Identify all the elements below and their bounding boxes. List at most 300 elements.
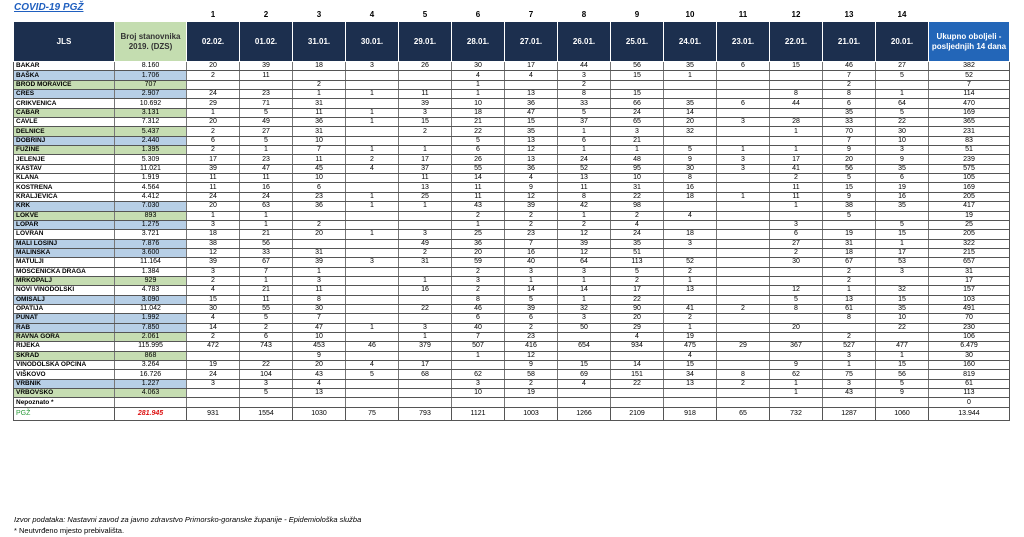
- case-count-cell: 19: [505, 389, 558, 398]
- case-count-cell: 19: [823, 230, 876, 239]
- case-count-cell: 5: [876, 71, 929, 80]
- case-count-cell: [346, 389, 399, 398]
- total-cell: 417: [929, 202, 1010, 211]
- case-count-cell: [346, 80, 399, 89]
- summary-count-cell: 918: [664, 407, 717, 420]
- municipality-name: MALINSKA: [14, 248, 115, 257]
- case-count-cell: 5: [876, 379, 929, 388]
- case-count-cell: 27: [876, 62, 929, 71]
- case-count-cell: [717, 239, 770, 248]
- case-count-cell: 3: [187, 220, 240, 229]
- population-cell: 10.692: [115, 99, 187, 108]
- case-count-cell: 9: [823, 192, 876, 201]
- date-header: 01.02.: [240, 22, 293, 62]
- case-count-cell: [346, 183, 399, 192]
- case-count-cell: [346, 267, 399, 276]
- case-count-cell: 6: [717, 62, 770, 71]
- case-count-cell: [346, 99, 399, 108]
- case-count-cell: 19: [876, 183, 929, 192]
- case-count-cell: 1: [346, 202, 399, 211]
- case-count-cell: [876, 398, 929, 407]
- population-cell: 3.721: [115, 230, 187, 239]
- case-count-cell: 2: [558, 80, 611, 89]
- case-count-cell: [717, 71, 770, 80]
- case-count-cell: 8: [664, 174, 717, 183]
- case-count-cell: 49: [399, 239, 452, 248]
- case-count-cell: 32: [664, 127, 717, 136]
- table-row: [14, 332, 1010, 341]
- case-count-cell: 151: [611, 370, 664, 379]
- population-header: Broj stanovnika 2019. (DZS): [115, 22, 187, 62]
- case-count-cell: 18: [187, 230, 240, 239]
- case-count-cell: 21: [240, 286, 293, 295]
- case-count-cell: 6: [876, 174, 929, 183]
- case-count-cell: 2: [187, 127, 240, 136]
- case-count-cell: 11: [452, 192, 505, 201]
- municipality-name: PUNAT: [14, 314, 115, 323]
- case-count-cell: 3: [399, 108, 452, 117]
- case-count-cell: [399, 398, 452, 407]
- case-count-cell: [770, 351, 823, 360]
- case-count-cell: 477: [876, 342, 929, 351]
- case-count-cell: [717, 80, 770, 89]
- case-count-cell: 2: [452, 286, 505, 295]
- case-count-cell: [664, 90, 717, 99]
- case-count-cell: 23: [240, 155, 293, 164]
- case-count-cell: 1: [505, 276, 558, 285]
- case-count-cell: 41: [770, 164, 823, 173]
- case-count-cell: 18: [452, 108, 505, 117]
- table-row: [14, 304, 1010, 313]
- case-count-cell: 7: [823, 136, 876, 145]
- summary-count-cell: 1060: [876, 407, 929, 420]
- case-count-cell: 1: [770, 379, 823, 388]
- case-count-cell: [717, 332, 770, 341]
- case-count-cell: 3: [717, 164, 770, 173]
- summary-count-cell: 2109: [611, 407, 664, 420]
- table-row: [14, 342, 1010, 351]
- case-count-cell: 19: [664, 332, 717, 341]
- summary-count-cell: 793: [399, 407, 452, 420]
- case-count-cell: [399, 71, 452, 80]
- table-row: [14, 276, 1010, 285]
- case-count-cell: [770, 267, 823, 276]
- date-header: 31.01.: [293, 22, 346, 62]
- case-count-cell: [717, 202, 770, 211]
- case-count-cell: 17: [611, 286, 664, 295]
- case-count-cell: 67: [823, 258, 876, 267]
- case-count-cell: 3: [452, 276, 505, 285]
- case-count-cell: 416: [505, 342, 558, 351]
- total-cell: 575: [929, 164, 1010, 173]
- case-count-cell: 13: [399, 183, 452, 192]
- table-row: [14, 267, 1010, 276]
- table-row: [14, 202, 1010, 211]
- table-row: [14, 136, 1010, 145]
- population-cell: 1.384: [115, 267, 187, 276]
- day-index: 4: [369, 10, 375, 19]
- case-count-cell: 20: [187, 118, 240, 127]
- case-count-cell: [717, 220, 770, 229]
- municipality-name: OPATIJA: [14, 304, 115, 313]
- case-count-cell: 2: [293, 80, 346, 89]
- population-cell: 1.395: [115, 146, 187, 155]
- case-count-cell: 36: [452, 239, 505, 248]
- table-row: [14, 361, 1010, 370]
- case-count-cell: 20: [611, 314, 664, 323]
- municipality-name: JELENJE: [14, 155, 115, 164]
- case-count-cell: 69: [558, 370, 611, 379]
- case-count-cell: [399, 211, 452, 220]
- case-count-cell: 17: [876, 248, 929, 257]
- population-cell: 5.437: [115, 127, 187, 136]
- case-count-cell: 1: [558, 295, 611, 304]
- date-header: 21.01.: [823, 22, 876, 62]
- case-count-cell: 2: [823, 276, 876, 285]
- case-count-cell: 35: [876, 164, 929, 173]
- index-spacer: [929, 9, 1010, 22]
- case-count-cell: 33: [558, 99, 611, 108]
- case-count-cell: [611, 351, 664, 360]
- case-count-cell: [876, 80, 929, 89]
- case-count-cell: 11: [240, 174, 293, 183]
- case-count-cell: 9: [770, 361, 823, 370]
- population-cell: 2.907: [115, 90, 187, 99]
- case-count-cell: 1: [399, 146, 452, 155]
- municipality-name: DOBRINJ: [14, 136, 115, 145]
- case-count-cell: [611, 398, 664, 407]
- municipality-name: CRES: [14, 90, 115, 99]
- case-count-cell: 75: [823, 370, 876, 379]
- case-count-cell: 20: [187, 202, 240, 211]
- case-count-cell: [293, 398, 346, 407]
- case-count-cell: 31: [293, 127, 346, 136]
- table-row: [14, 146, 1010, 155]
- case-count-cell: [346, 351, 399, 360]
- total-cell: 83: [929, 136, 1010, 145]
- table-row: [14, 230, 1010, 239]
- case-count-cell: 1: [717, 192, 770, 201]
- case-count-cell: 2: [664, 314, 717, 323]
- case-count-cell: 22: [399, 304, 452, 313]
- case-count-cell: [717, 267, 770, 276]
- total-cell: 322: [929, 239, 1010, 248]
- case-count-cell: 98: [611, 202, 664, 211]
- case-count-cell: 4: [346, 164, 399, 173]
- case-count-cell: 18: [664, 230, 717, 239]
- case-count-cell: 4: [187, 286, 240, 295]
- case-count-cell: 1: [346, 90, 399, 99]
- case-count-cell: 56: [240, 239, 293, 248]
- case-count-cell: [346, 295, 399, 304]
- total-cell: 17: [929, 276, 1010, 285]
- total-cell: 7: [929, 80, 1010, 89]
- table-row: [14, 389, 1010, 398]
- case-count-cell: 6: [717, 99, 770, 108]
- case-count-cell: 47: [240, 164, 293, 173]
- case-count-cell: [346, 398, 399, 407]
- case-count-cell: [293, 71, 346, 80]
- day-index: 7: [528, 10, 534, 19]
- case-count-cell: 5: [770, 295, 823, 304]
- municipality-name: KRALJEVICA: [14, 192, 115, 201]
- case-count-cell: [187, 80, 240, 89]
- summary-label: PGŽ: [14, 407, 115, 420]
- total-cell: 215: [929, 248, 1010, 257]
- case-count-cell: 1: [346, 108, 399, 117]
- case-count-cell: 39: [399, 99, 452, 108]
- municipality-name: LOPAR: [14, 220, 115, 229]
- population-cell: 16.726: [115, 370, 187, 379]
- case-count-cell: 11: [240, 295, 293, 304]
- case-count-cell: 3: [505, 267, 558, 276]
- case-count-cell: 5: [876, 220, 929, 229]
- table-row: [14, 174, 1010, 183]
- case-count-cell: [664, 80, 717, 89]
- date-header: 28.01.: [452, 22, 505, 62]
- case-count-cell: [770, 136, 823, 145]
- case-count-cell: 1: [187, 108, 240, 117]
- case-count-cell: 64: [558, 258, 611, 267]
- case-count-cell: 8: [293, 295, 346, 304]
- case-count-cell: 20: [293, 230, 346, 239]
- case-count-cell: 46: [346, 342, 399, 351]
- case-count-cell: [558, 351, 611, 360]
- case-count-cell: [717, 127, 770, 136]
- case-count-cell: 51: [611, 248, 664, 257]
- day-index: 9: [634, 10, 640, 19]
- case-count-cell: [717, 361, 770, 370]
- case-count-cell: 1: [558, 146, 611, 155]
- case-count-cell: 11: [187, 174, 240, 183]
- case-count-cell: 35: [664, 62, 717, 71]
- case-count-cell: 43: [452, 202, 505, 211]
- case-count-cell: 9: [876, 389, 929, 398]
- case-count-cell: [770, 211, 823, 220]
- case-count-cell: 2: [293, 220, 346, 229]
- table-row: [14, 314, 1010, 323]
- case-count-cell: [770, 332, 823, 341]
- case-count-cell: [717, 108, 770, 117]
- case-count-cell: 507: [452, 342, 505, 351]
- municipality-name: LOKVE: [14, 211, 115, 220]
- total-cell: 106: [929, 332, 1010, 341]
- case-count-cell: 26: [452, 155, 505, 164]
- case-count-cell: 1: [823, 286, 876, 295]
- case-count-cell: 64: [876, 99, 929, 108]
- case-count-cell: 61: [823, 304, 876, 313]
- case-count-cell: 379: [399, 342, 452, 351]
- population-cell: 7.876: [115, 239, 187, 248]
- case-count-cell: [346, 286, 399, 295]
- case-count-cell: 743: [240, 342, 293, 351]
- summary-population: 281.945: [115, 407, 187, 420]
- municipality-name: DELNICE: [14, 127, 115, 136]
- case-count-cell: [717, 314, 770, 323]
- total-cell: 157: [929, 286, 1010, 295]
- total-cell: 230: [929, 323, 1010, 332]
- case-count-cell: 24: [187, 370, 240, 379]
- case-count-cell: 12: [505, 192, 558, 201]
- case-count-cell: 367: [770, 342, 823, 351]
- case-count-cell: 6: [187, 136, 240, 145]
- case-count-cell: 4: [664, 351, 717, 360]
- day-index: 12: [791, 10, 801, 19]
- case-count-cell: 31: [823, 239, 876, 248]
- case-count-cell: 71: [240, 99, 293, 108]
- case-count-cell: 1: [452, 220, 505, 229]
- case-count-cell: 31: [293, 248, 346, 257]
- case-count-cell: [346, 174, 399, 183]
- case-count-cell: [399, 314, 452, 323]
- case-count-cell: [399, 295, 452, 304]
- municipality-name: VRBNIK: [14, 379, 115, 388]
- case-count-cell: 39: [187, 164, 240, 173]
- case-count-cell: 12: [770, 286, 823, 295]
- case-count-cell: 8: [558, 90, 611, 99]
- municipality-name: VINODOLSKA OPĆINA: [14, 361, 115, 370]
- case-count-cell: 8: [770, 90, 823, 99]
- table-row: [14, 295, 1010, 304]
- summary-row: [14, 407, 1010, 420]
- case-count-cell: 24: [240, 192, 293, 201]
- case-count-cell: 25: [399, 192, 452, 201]
- case-count-cell: 2: [558, 220, 611, 229]
- case-count-cell: 17: [399, 155, 452, 164]
- municipality-name: KRK: [14, 202, 115, 211]
- case-count-cell: 5: [558, 108, 611, 117]
- table-row: [14, 211, 1010, 220]
- case-count-cell: 3: [770, 220, 823, 229]
- case-count-cell: 14: [664, 108, 717, 117]
- case-count-cell: 11: [770, 192, 823, 201]
- case-count-cell: 654: [558, 342, 611, 351]
- case-count-cell: 56: [611, 62, 664, 71]
- case-count-cell: 35: [505, 127, 558, 136]
- case-count-cell: 70: [823, 127, 876, 136]
- case-count-cell: [558, 398, 611, 407]
- summary-count-cell: 1030: [293, 407, 346, 420]
- case-count-cell: 16: [876, 192, 929, 201]
- case-count-cell: [293, 239, 346, 248]
- case-count-cell: 20: [187, 62, 240, 71]
- case-count-cell: 113: [611, 258, 664, 267]
- case-count-cell: 34: [664, 370, 717, 379]
- case-count-cell: [717, 389, 770, 398]
- case-count-cell: 39: [505, 304, 558, 313]
- case-count-cell: [664, 220, 717, 229]
- case-count-cell: 1: [240, 146, 293, 155]
- case-count-cell: [558, 332, 611, 341]
- case-count-cell: 4: [505, 174, 558, 183]
- case-count-cell: 22: [876, 118, 929, 127]
- municipality-name: MOŠĆENIČKA DRAGA: [14, 267, 115, 276]
- case-count-cell: 55: [240, 304, 293, 313]
- case-count-cell: 46: [823, 62, 876, 71]
- case-count-cell: 19: [187, 361, 240, 370]
- total-cell: 25: [929, 220, 1010, 229]
- case-count-cell: 1: [187, 211, 240, 220]
- case-count-cell: [611, 389, 664, 398]
- case-count-cell: 33: [240, 248, 293, 257]
- case-count-cell: 3: [293, 276, 346, 285]
- case-count-cell: 3: [399, 230, 452, 239]
- case-count-cell: 5: [240, 136, 293, 145]
- case-count-cell: [346, 136, 399, 145]
- jls-header: JLS: [14, 22, 115, 62]
- case-count-cell: 23: [505, 230, 558, 239]
- case-count-cell: 66: [611, 99, 664, 108]
- case-count-cell: 52: [558, 164, 611, 173]
- case-count-cell: [452, 398, 505, 407]
- case-count-cell: 3: [346, 62, 399, 71]
- case-count-cell: 4: [505, 71, 558, 80]
- case-count-cell: 62: [452, 370, 505, 379]
- case-count-cell: 2: [505, 323, 558, 332]
- case-count-cell: 5: [505, 295, 558, 304]
- source-footnote: Izvor podataka: Nastavni zavod za javno zdravstvo Primorsko-goranske županije - Epidemiološka služba: [14, 515, 362, 524]
- case-count-cell: 453: [293, 342, 346, 351]
- case-count-cell: 6: [452, 146, 505, 155]
- day-index: 6: [475, 10, 481, 19]
- case-count-cell: [717, 295, 770, 304]
- case-count-cell: 3: [240, 379, 293, 388]
- case-count-cell: 39: [187, 258, 240, 267]
- case-count-cell: 1: [293, 267, 346, 276]
- case-count-cell: 50: [558, 323, 611, 332]
- case-count-cell: 11: [770, 183, 823, 192]
- case-count-cell: [717, 174, 770, 183]
- case-count-cell: 5: [240, 389, 293, 398]
- unknown-residence-footnote: * Neutvrđeno mjesto prebivališta.: [14, 526, 125, 535]
- case-count-cell: 5: [823, 174, 876, 183]
- case-count-cell: 10: [452, 389, 505, 398]
- municipality-name: VIŠKOVO: [14, 370, 115, 379]
- population-cell: 1.992: [115, 314, 187, 323]
- municipality-name: LOVRAN: [14, 230, 115, 239]
- case-count-cell: 1: [770, 146, 823, 155]
- population-cell: 7.030: [115, 202, 187, 211]
- case-count-cell: 30: [452, 62, 505, 71]
- case-count-cell: 2: [717, 304, 770, 313]
- day-index: 10: [685, 10, 695, 19]
- population-cell: 4.412: [115, 192, 187, 201]
- summary-count-cell: 1287: [823, 407, 876, 420]
- case-count-cell: 22: [611, 192, 664, 201]
- case-count-cell: 14: [187, 323, 240, 332]
- municipality-name: BAKAR: [14, 62, 115, 71]
- case-count-cell: [399, 379, 452, 388]
- case-count-cell: 35: [664, 99, 717, 108]
- case-count-cell: 17: [399, 361, 452, 370]
- case-count-cell: 2: [505, 211, 558, 220]
- case-count-cell: 13: [505, 155, 558, 164]
- table-row: [14, 192, 1010, 201]
- case-count-cell: 11: [399, 90, 452, 99]
- case-count-cell: 2: [505, 379, 558, 388]
- municipality-name: MALI LOŠINJ: [14, 239, 115, 248]
- population-cell: 3.264: [115, 361, 187, 370]
- case-count-cell: [717, 90, 770, 99]
- case-count-cell: 11: [558, 183, 611, 192]
- case-count-cell: 1: [399, 276, 452, 285]
- population-cell: 929: [115, 276, 187, 285]
- case-count-cell: 67: [240, 258, 293, 267]
- case-count-cell: 2: [452, 211, 505, 220]
- table-row: [14, 127, 1010, 136]
- municipality-name: RAVNA GORA: [14, 332, 115, 341]
- case-count-cell: [664, 295, 717, 304]
